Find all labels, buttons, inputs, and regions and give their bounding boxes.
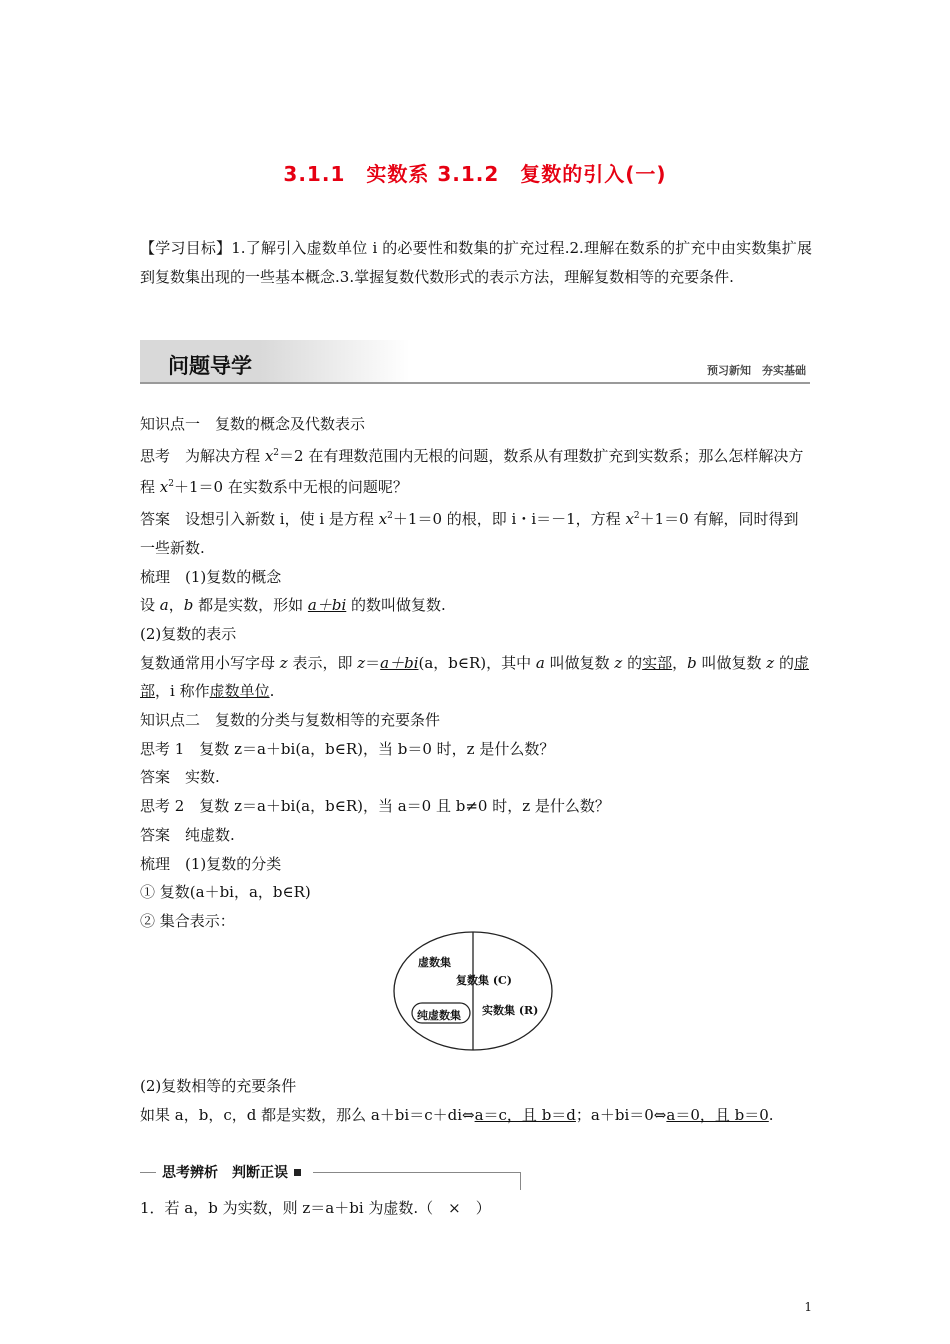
kp2-think1: 思考 1 复数 z＝a＋bi(a，b∈R)，当 b＝0 时，z 是什么数？ [140, 739, 555, 758]
goal-tag: 【学习目标】 [140, 239, 232, 257]
kp1-think: 思考 为解决方程 $x^2=2$ 在有理数范围内无根的问题，数系从有理数扩充到实数系；那么怎样解决方程 $x^2+1=0$ 在实数系中无根的问题呢？ [140, 446, 804, 497]
equal-title: (2)复数相等的充要条件 [140, 1077, 297, 1095]
kp2-answer1: 答案 实数. [140, 768, 220, 787]
think-judge-label: 思考辨析 判断正误 [156, 1162, 313, 1182]
kp2-think2: 思考 2 复数 z＝a＋bi(a，b∈R)，当 a＝0 且 b≠0 时，z 是什么数？ [140, 797, 610, 816]
banner-subtitle: 预习新知 夯实基础 [707, 364, 806, 377]
page-number: 1 [804, 1300, 812, 1314]
kp1-title: 知识点一 复数的概念及代数表示 [140, 415, 366, 433]
think-judge-bar [140, 1160, 522, 1190]
kp2-title: 知识点二 复数的分类与复数相等的充要条件 [140, 711, 441, 730]
kp2-shuli: 梳理 (1)复数的分类 [140, 854, 282, 873]
kp1-answer: 答案 设想引入新数 i，使 i 是方程 $x^2+1=0$ 的根，即 i・i＝－1，方程 $x^2+1=0$ 有解，同时得到一些新数. [140, 510, 799, 557]
kp1-rep: 复数通常用小写字母 z 表示，即 z＝a＋bi(a，b∈R)，其中 a 叫做复数 z 的实部，b 叫做复数 z 的虚部，i 称作虚数单位. [140, 653, 809, 701]
equality-section [140, 1072, 812, 1129]
question-1: 1．若 a，b 为实数，则 z＝a＋bi 为虚数.（ × ） [140, 1199, 491, 1217]
kp1-concept: 设 a，b 都是实数，形如 a＋bi 的数叫做复数. [140, 596, 446, 615]
section-banner [140, 340, 810, 384]
page-title: 3.1.1 实数系 3.1.2 复数的引入(一) [283, 162, 667, 186]
main-content [140, 410, 812, 936]
goal-text: 1.了解引入虚数单位 i 的必要性和数集的扩充过程.2.理解在数系的扩充中由实数集扩展到复数集出现的一些基本概念.3.掌握复数代数形式的表示方法，理解复数相等的充要条件. [140, 239, 812, 286]
label-imaginary-set: 虚数集 [418, 956, 451, 969]
learning-goals [140, 234, 812, 292]
kp1-shuli: 梳理 (1)复数的概念 [140, 567, 282, 586]
kp2-class2: ② 集合表示： [140, 911, 235, 930]
label-complex-set: 复数集 (C) [456, 974, 512, 987]
kp2-answer2: 答案 纯虚数. [140, 825, 235, 844]
label-real-set: 实数集 (R) [482, 1004, 539, 1017]
equal-text: 如果 a，b，c，d 都是实数，那么 a＋bi＝c＋di⇔a＝c，且 b＝d；a＋bi＝0⇔a＝0，且 b＝0. [140, 1105, 774, 1124]
set-diagram [392, 930, 554, 1052]
label-pure-imaginary-set: 纯虚数集 [417, 1009, 461, 1022]
kp1-rep-title: (2)复数的表示 [140, 624, 237, 643]
banner-heading: 问题导学 [168, 354, 252, 378]
kp2-class1: ① 复数(a＋bi，a，b∈R) [140, 883, 311, 902]
